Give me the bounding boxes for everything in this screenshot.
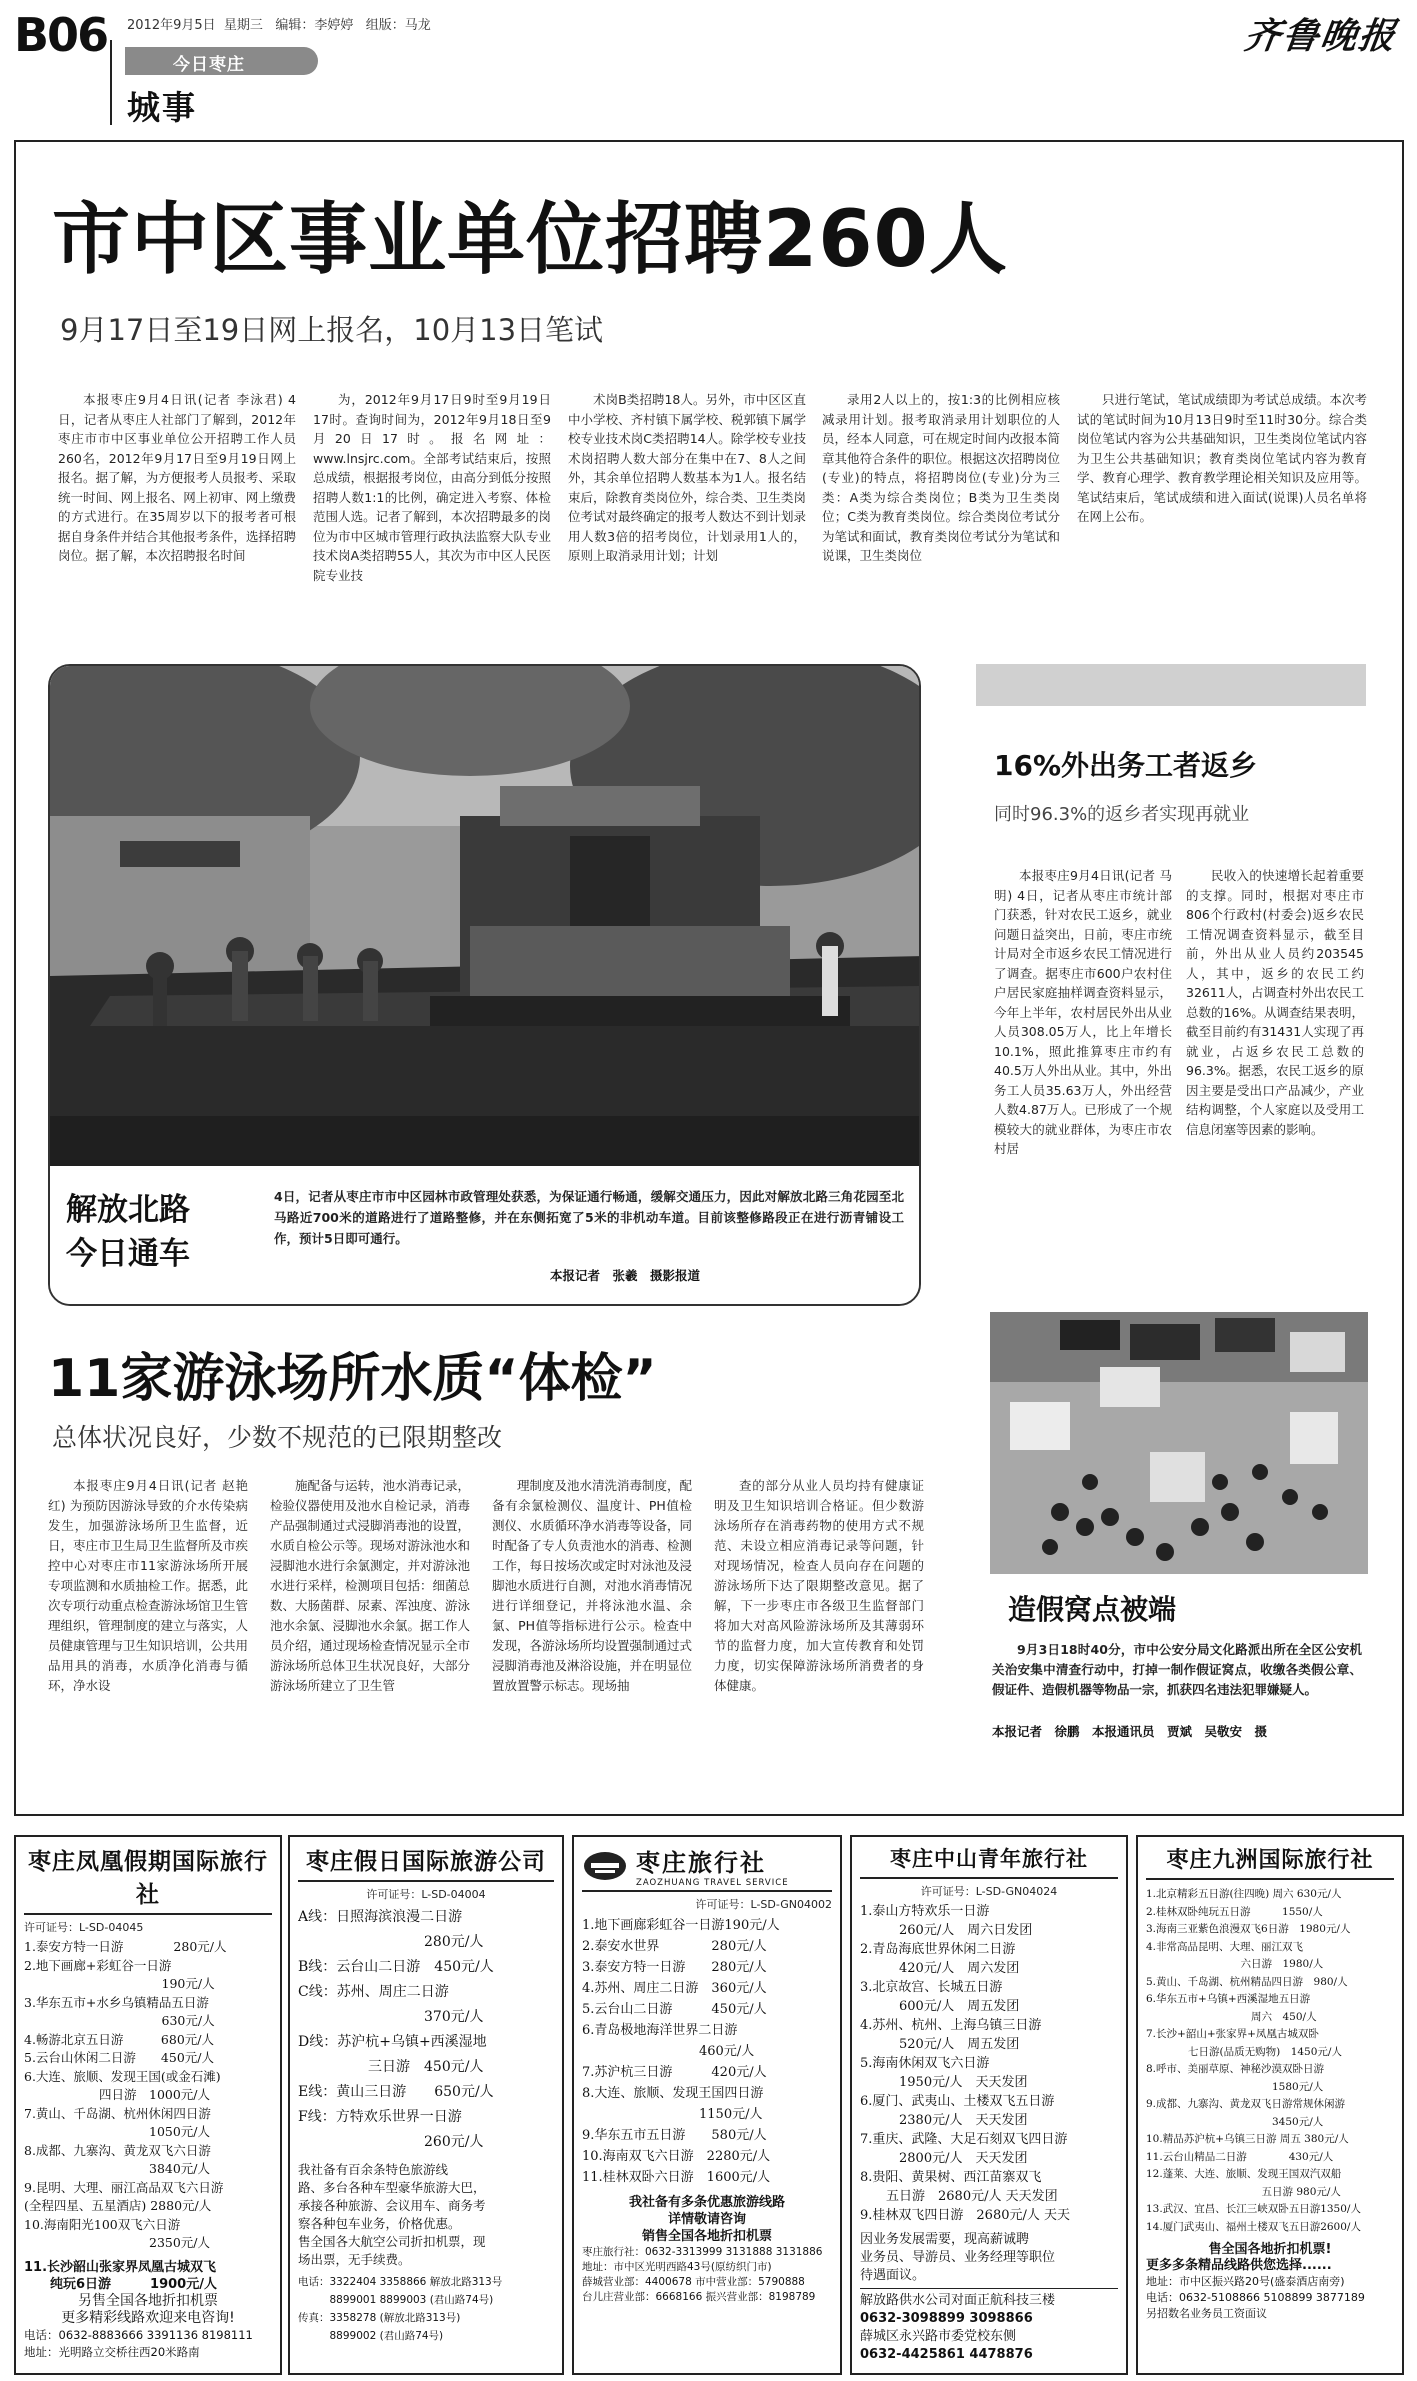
- section-title: 城事: [127, 88, 197, 127]
- list-item: D线：苏沪杭+乌镇+西溪湿地: [298, 2034, 487, 2050]
- list-item: 七日游(品质无购物) 1450元/人: [1146, 2045, 1342, 2058]
- swim-subtitle: 总体状况良好，少数不规范的已限期整改: [52, 1423, 503, 1452]
- list-item: 三日游 450元/人: [298, 2059, 484, 2075]
- list-item: 1.泰山方特欢乐一日游: [860, 1904, 990, 1919]
- ad-footer: 售全国各地折扣机票! 更多多条精品线路供您选择...... 地址：市中区振兴路20号(盛泰酒店南旁) 电话：0632-5108866 5108899 3877189 另招数名业务员工资面议: [1146, 2242, 1365, 2320]
- road-paving-photo: [50, 666, 921, 1166]
- masthead-divider: [110, 40, 112, 125]
- ad-fenghuang: [14, 1835, 282, 2375]
- list-item: 4.苏州、周庄二日游 360元/人: [582, 1981, 767, 1996]
- list-item: 3.泰安方特一日游 280元/人: [582, 1960, 767, 1975]
- list-item: 190元/人: [24, 1976, 215, 1991]
- list-item: 12.蓬莱、大连、旅顺、发现王国双汽双船: [1146, 2168, 1342, 2180]
- list-item: 10.精品苏沪杭+乌镇三日游 周五 380元/人: [1146, 2133, 1349, 2145]
- list-item: 3.北京故宫、长城五日游: [860, 1980, 1003, 1995]
- ad-jiuzhou: [1136, 1835, 1404, 2375]
- list-item: 9.成都、九寨沟、黄龙双飞日游常规休闲游: [1146, 2098, 1346, 2110]
- list-item: 5.黄山、千岛湖、杭州精品四日游 980/人: [1146, 1975, 1348, 1988]
- photo2-credit: 本报记者 徐鹏 本报通讯员 贾斌 吴敬安 摄: [992, 1724, 1268, 1739]
- list-item: 6.华东五市+乌镇+西溪湿地五日游: [1146, 1993, 1311, 2005]
- ad-route-list: [860, 1902, 1118, 2225]
- ad-route-list: [298, 1905, 554, 2155]
- swim-col-4: 查的部分从业人员均持有健康证明及卫生知识培训合格证。但少数游泳场所存在消毒药物的使用方式不规范、未设立相应消毒记录等问题，针对现场情况，检查人员向存在问题的游泳场所下达了限期整改意见。据了解，下一步枣庄市各级卫生监督部门将加大对高风险游泳场所及其薄弱环节的监督力度，加大宣传教育和处罚力度，切实保障游泳场所消费者的身体健康。: [714, 1478, 924, 1693]
- ad-english-name: ZAOZHUANG TRAVEL SERVICE: [636, 1878, 789, 1888]
- lead-col-4: 录用2人以上的，按1:3的比例相应核减录用计划。报考取消录用计划职位的人员，经本人同意，可在规定时间内改报本简章其他符合条件的职位。根据这次招聘岗位(专业)的特点，将招聘岗位(专业)分为三类：A类为综合类岗位；B类为卫生类岗位；C类为教育类岗位。综合类岗位考试分为笔试和面试，教育类岗位考试分为笔试和说课，卫生类岗位: [822, 392, 1060, 563]
- list-item: 600元/人 周五发团: [860, 1999, 1020, 2014]
- photo1-headline-line2: 今日通车: [66, 1236, 190, 1272]
- ad-license: 许可证号：L-SD-GN04024: [920, 1885, 1058, 1898]
- list-item: 2.泰安水世界 280元/人: [582, 1939, 767, 1954]
- swim-col-2: 施配备与运转，池水消毒记录，检验仪器使用及池水自检记录，消毒产品强制通过式浸脚消毒池的设置，水质自检公示等。现场对游泳池水和浸脚池水进行余氯测定，并对游泳池水进行采样，检测项目包括：细菌总数、大肠菌群、尿素、浑浊度、游泳池水余氯、浸脚池水余氯。据工作人员介绍，通过现场检查情况显示全市游泳场所总体卫生状况良好，大部分游泳场所建立了卫生管: [270, 1478, 470, 1693]
- list-item: 3840元/人: [24, 2161, 211, 2176]
- list-item: 2380元/人 天天发团: [860, 2113, 1028, 2128]
- list-item: 3.海南三亚紫色浪漫双飞6日游 1980元/人: [1146, 1923, 1351, 1935]
- migrant-col-2: 民收入的快速增长起着重要的支撑。同时，根据对枣庄市806个行政村(村委会)返乡农民工情况调查资料显示，截至目前，外出从业人员约203545人，其中，返乡的农民工约32611人，占调查村外出农民工总数的16%。从调查结果表明，截至目前约有31431人实现了再就业，占返乡农民工总数的96.3%。据悉，农民工返乡的原因主要是受出口产品减少，产业结构调整，个人家庭以及受用工信息闭塞等因素的影响。: [1186, 868, 1364, 1137]
- list-item: 4.畅游北京五日游 680元/人: [24, 2031, 214, 2047]
- list-item: 3450元/人: [1146, 2115, 1324, 2128]
- list-item: 7.重庆、武隆、大足石刻双飞四日游: [860, 2132, 1068, 2147]
- photo2-caption: 9月3日18时40分，市中公安分局文化路派出所在全区公安机关治安集中清查行动中，打掉一制作假证窝点，收缴各类假公章、假证件、造假机器等物品一宗，抓获四名违法犯罪嫌疑人。: [992, 1642, 1362, 1697]
- list-item: (全程四星、五星酒店) 2880元/人: [24, 2198, 212, 2213]
- list-item: 8.呼市、美丽草原、神秘沙漠双卧日游: [1146, 2063, 1325, 2075]
- ad-name: 枣庄假日国际旅游公司: [298, 1843, 554, 1882]
- list-item: 1150元/人: [582, 2107, 763, 2122]
- list-item: 7.苏沪杭三日游 420元/人: [582, 2065, 767, 2080]
- list-item: 1050元/人: [24, 2124, 211, 2139]
- list-item: 1580元/人: [1146, 2080, 1324, 2093]
- migrant-subtitle: 同时96.3%的返乡者实现再就业: [994, 804, 1250, 825]
- lead-title: 市中区事业单位招聘260人: [52, 195, 1008, 285]
- issue-designer: 组版：马龙: [365, 18, 431, 33]
- banner-label: 今日枣庄: [173, 55, 245, 75]
- issue-editor: 编辑：李婷婷: [275, 18, 354, 33]
- list-item: 1.地下画廊彩虹谷一日游190元/人: [582, 1918, 780, 1933]
- list-item: 10.海南双飞六日游 2280元/人: [582, 2149, 771, 2164]
- lead-col-2: 为，2012年9月17日9时至9月19日17时。查询时间为，2012年9月18日至9月20日17时。报名网址：www.lnsjrc.com。全部考试结束后，按照总成绩，根据报考岗位，由高分到低分按照招聘人数1:1的比例，确定进入考察、体检范围人选。记者了解到，本次招聘最多的岗位为市中区城市管理行政执法监察大队专业技术岗A类招聘55人，其次为市中区人民医院专业技: [313, 392, 551, 583]
- ad-route-list: [24, 1938, 272, 2253]
- list-item: C线：苏州、周庄二日游: [298, 1984, 449, 2000]
- photo2-headline: 造假窝点被端: [1008, 1593, 1177, 1626]
- banner-bar: [125, 47, 318, 75]
- list-item: 1950元/人 天天发团: [860, 2075, 1028, 2090]
- photo1-caption: 4日，记者从枣庄市市中区园林市政管理处获悉，为保证通行畅通，缓解交通压力，因此对解放北路三角花园至北马路近700米的道路进行了道路整修，并在东侧拓宽了5米的非机动车道。目前该整修路段正在进行沥青铺设工作，预计5日即可通行。: [274, 1189, 904, 1246]
- swim-col-3: 理制度及池水清洗消毒制度，配备有余氯检测仪、温度计、PH值检测仪、水质循环净水消毒等设备，同时配备了专人负责池水的消毒、检测工作，每日按场次或定时对泳池及浸脚池水质进行自测，对池水消毒情况进行详细登记，并将泳池水温、余氯、PH值等指标进行公示。检查中发现，各游泳场所均设置强制通过式浸脚消毒池及淋浴设施，并在明显位置放置警示标志。现场抽: [492, 1478, 692, 1693]
- list-item: 520元/人 周五发团: [860, 2037, 1020, 2052]
- list-item: 630元/人: [24, 2013, 215, 2028]
- list-item: 460元/人: [582, 2044, 755, 2059]
- list-item: A线：日照海滨浪漫二日游: [298, 1909, 463, 1925]
- lead-subtitle: 9月17日至19日网上报名，10月13日笔试: [60, 313, 604, 347]
- list-item: 2.青岛海底世界休闲二日游: [860, 1942, 1016, 1957]
- list-item: 4.非常高品昆明、大理、丽江双飞: [1146, 1940, 1304, 1953]
- ad-zhongshan: [850, 1835, 1128, 2375]
- travel-logo-icon: [582, 1849, 628, 1883]
- list-item: 280元/人: [298, 1934, 484, 1950]
- list-item: 14.厦门武夷山、福州土楼双飞五日游2600/人: [1146, 2220, 1361, 2233]
- photo1-credit: 本报记者 张羲 摄影报道: [550, 1268, 701, 1283]
- list-item: E线：黄山三日游 650元/人: [298, 2084, 494, 2100]
- list-item: 260元/人 周六日发团: [860, 1923, 1033, 1938]
- list-item: 11.云台山精品二日游 430元/人: [1146, 2150, 1334, 2163]
- ad-license: 许可证号：L-SD-04004: [366, 1888, 486, 1901]
- list-item: 2350元/人: [24, 2235, 211, 2250]
- issue-meta: [127, 14, 431, 33]
- list-item: 10.海南阳光100双飞六日游: [24, 2216, 181, 2232]
- list-item: 8.大连、旅顺、发现王国四日游: [582, 2086, 764, 2101]
- list-item: 9.昆明、大理、丽江高品双飞六日游: [24, 2179, 224, 2195]
- list-item: 2.地下画廊+彩虹谷一日游: [24, 1957, 172, 1973]
- ad-name: 枣庄九洲国际旅行社: [1146, 1843, 1394, 1880]
- list-item: 六日游 1980/人: [1146, 1958, 1324, 1970]
- ad-license: 许可证号：L-SD-GN04002: [695, 1898, 832, 1911]
- ad-license: 许可证号：L-SD-04045: [24, 1921, 144, 1934]
- ad-footer: 11.长沙韶山张家界凤凰古城双飞 纯玩6日游 1900元/人 另售全国各地折扣机票 更多精彩线路欢迎来电咨询! 电话：0632-8883666 3391136 8198111 地址：光明路立交桥往西20米路南: [24, 2259, 253, 2359]
- ad-footer: 我社备有多条优惠旅游线路 详情敬请咨询 销售全国各地折扣机票 枣庄旅行社：0632-3313999 3131888 3131886 地址：市中区光明西路43号(原纺织门市) 薛城营业部：4400678 市中营业部：5790888 台儿庄营业部：6668166 振兴营业部：8198789: [582, 2195, 823, 2303]
- list-item: 3.华东五市+水乡乌镇精品五日游: [24, 1994, 209, 2010]
- list-item: 9.华东五市五日游 580元/人: [582, 2128, 767, 2143]
- paper-logo: 齐鲁晚报: [1241, 15, 1400, 57]
- list-item: 420元/人 周六发团: [860, 1961, 1020, 1976]
- list-item: 6.厦门、武夷山、土楼双飞五日游: [860, 2094, 1055, 2109]
- list-item: 260元/人: [298, 2134, 484, 2150]
- ad-header: [582, 1843, 832, 1892]
- migrant-col-1: 本报枣庄9月4日讯(记者 马明) 4日，记者从枣庄市统计部门获悉，针对农民工返乡，就业问题日益突出，日前，枣庄市统计局对全市返乡农民工情况进行了调查。据枣庄市600户农村住户居民家庭抽样调查资料显示，今年上半年，农村居民外出从业人员308.05万人，比上年增长10.1%，照此推算枣庄市约有40.5万人外出从业。其中，外出务工人员35.63万人，外出经营人数4.87万人。已形成了一个规模较大的就业群体，为枣庄市农村居: [994, 868, 1172, 1156]
- photo2-box: [990, 1312, 1368, 1792]
- list-item: 周六 450/人: [1146, 2010, 1317, 2023]
- list-item: 5.云台山二日游 450元/人: [582, 2002, 767, 2017]
- photo1-box: [48, 664, 921, 1306]
- list-item: 五日游 980元/人: [1146, 2185, 1341, 2198]
- issue-weekday: 星期三: [223, 18, 263, 33]
- ad-footer: 因业务发展需要，现高薪诚聘 业务员、导游员、业务经理等职位 待遇面议。 解放路供水公司对面正航科技三楼 0632-3098899 3098866 薛城区永兴路市委党校东侧 0632-4425861 4478876: [860, 2231, 1118, 2364]
- list-item: 7.长沙+韶山+张家界+凤凰古城双卧: [1146, 2028, 1319, 2040]
- migrant-top-bar: [976, 664, 1366, 706]
- list-item: 9.桂林双飞四日游 2680元/人 天天: [860, 2208, 1070, 2223]
- list-item: 五日游 2680元/人 天天发团: [860, 2189, 1058, 2204]
- list-item: 11.桂林双卧六日游 1600元/人: [582, 2170, 771, 2185]
- list-item: 1.泰安方特一日游 280元/人: [24, 1939, 227, 1954]
- swim-col-1: 本报枣庄9月4日讯(记者 赵艳红) 为预防因游泳导致的介水传染病发生，加强游泳场所卫生监督，近日，枣庄市卫生局卫生监督所及市疾控中心对枣庄市11家游泳场所开展专项监测和水质抽检工作。据悉，此次专项行动重点检查游泳场馆卫生管理组织，管理制度的建立与落实，人员健康管理与卫生知识培训，公共用品用具的消毒，水质净化消毒与循环，净水设: [48, 1478, 248, 1693]
- ad-route-list: [1146, 1886, 1394, 2236]
- list-item: 13.武汉、宜昌、长江三峡双卧五日游1350/人: [1146, 2203, 1361, 2215]
- masthead: [0, 0, 1417, 140]
- list-item: 2.桂林双卧纯玩五日游 1550/人: [1146, 1905, 1323, 1918]
- ad-route-list: [582, 1915, 832, 2188]
- ad-footer: 我社备有百余条特色旅游线 路、多台各种车型豪华旅游大巴， 承接各种旅游、会议用车、商务考 察各种包车业务，价格优惠。 售全国各大航空公司折扣机票，现 场出票，无手续费。 电话：3322404 3358866 解放北路313号 8899001 8899003 (君山路74号) 传真：3358278 (解放北路313号) 8899002 (君山路74号): [298, 2162, 503, 2342]
- ad-zaozhuang-travel: [572, 1835, 842, 2375]
- ad-jiari: [288, 1835, 564, 2375]
- lead-col-3: 术岗B类招聘18人。另外，市中区区直中小学校、齐村镇下属学校、税郭镇下属学校专业技术岗C类招聘14人。除学校专业技术岗招聘人数大部分在集中在7、8人之间外，其余单位招聘人数基本为1人。报名结束后，除教育类岗位外，综合类、卫生类岗位考试对最终确定的报考人数达不到计划录用人数3倍的招考岗位，计划录用1人的，原则上取消录用计划；计划: [568, 392, 806, 563]
- swim-title: 11家游泳场所水质“体检”: [48, 1349, 657, 1409]
- list-item: 2800元/人 天天发团: [860, 2151, 1028, 2166]
- lead-col-5: 只进行笔试，笔试成绩即为考试总成绩。本次考试的笔试时间为10月13日9时至11时30分。综合类岗位笔试内容为公共基础知识，卫生类岗位笔试内容为卫生公共基础知识；教育类岗位笔试内容为教育学、教育心理学、教育教学理论相关知识及应用等。笔试结束后，笔试成绩和进入面试(说课)人员名单将在网上公布。: [1077, 392, 1367, 524]
- photo1-headline-line1: 解放北路: [66, 1192, 190, 1228]
- list-item: 370元/人: [298, 2009, 484, 2025]
- ad-name: 枣庄旅行社: [636, 1849, 766, 1877]
- list-item: 5.海南休闲双飞六日游: [860, 2056, 990, 2071]
- list-item: 6.青岛极地海洋世界二日游: [582, 2023, 738, 2038]
- list-item: 7.黄山、千岛湖、杭州休闲四日游: [24, 2105, 211, 2121]
- counterfeit-goods-photo: [990, 1312, 1368, 1574]
- list-item: 4.苏州、杭州、上海乌镇三日游: [860, 2018, 1042, 2033]
- list-item: 8.贵阳、黄果树、西江苗寨双飞: [860, 2170, 1042, 2185]
- lead-col-1: 本报枣庄9月4日讯(记者 李泳君) 4日，记者从枣庄人社部门了解到，2012年枣庄市市中区事业单位公开招聘工作人员260名，2012年9月17日至9月19日网上报名。据了解，为方便报考人员报考、采取统一时间、网上报名、网上初审、网上缴费的方式进行。在35周岁以下的报考者可根据自身条件并结合其他报考条件，选择招聘岗位。据了解，本次招聘报名时间: [58, 392, 296, 563]
- ad-name: 枣庄中山青年旅行社: [860, 1843, 1118, 1879]
- migrant-title: 16%外出务工者返乡: [994, 749, 1258, 782]
- ad-name: 枣庄凤凰假期国际旅行社: [24, 1843, 272, 1915]
- list-item: 四日游 1000元/人: [24, 2087, 211, 2102]
- list-item: F线：方特欢乐世界一日游: [298, 2109, 462, 2125]
- page-number: B06: [14, 8, 108, 62]
- photo1-headline: [66, 1188, 190, 1276]
- list-item: 1.北京精彩五日游(往四晚) 周六 630元/人: [1146, 1888, 1342, 1900]
- list-item: 6.大连、旅顺、发现王国(或金石滩): [24, 2068, 221, 2084]
- list-item: 8.成都、九寨沟、黄龙双飞六日游: [24, 2142, 211, 2158]
- list-item: B线：云台山二日游 450元/人: [298, 1959, 494, 1975]
- list-item: 5.云台山休闲二日游 450元/人: [24, 2050, 214, 2065]
- issue-date: 2012年9月5日: [127, 18, 216, 33]
